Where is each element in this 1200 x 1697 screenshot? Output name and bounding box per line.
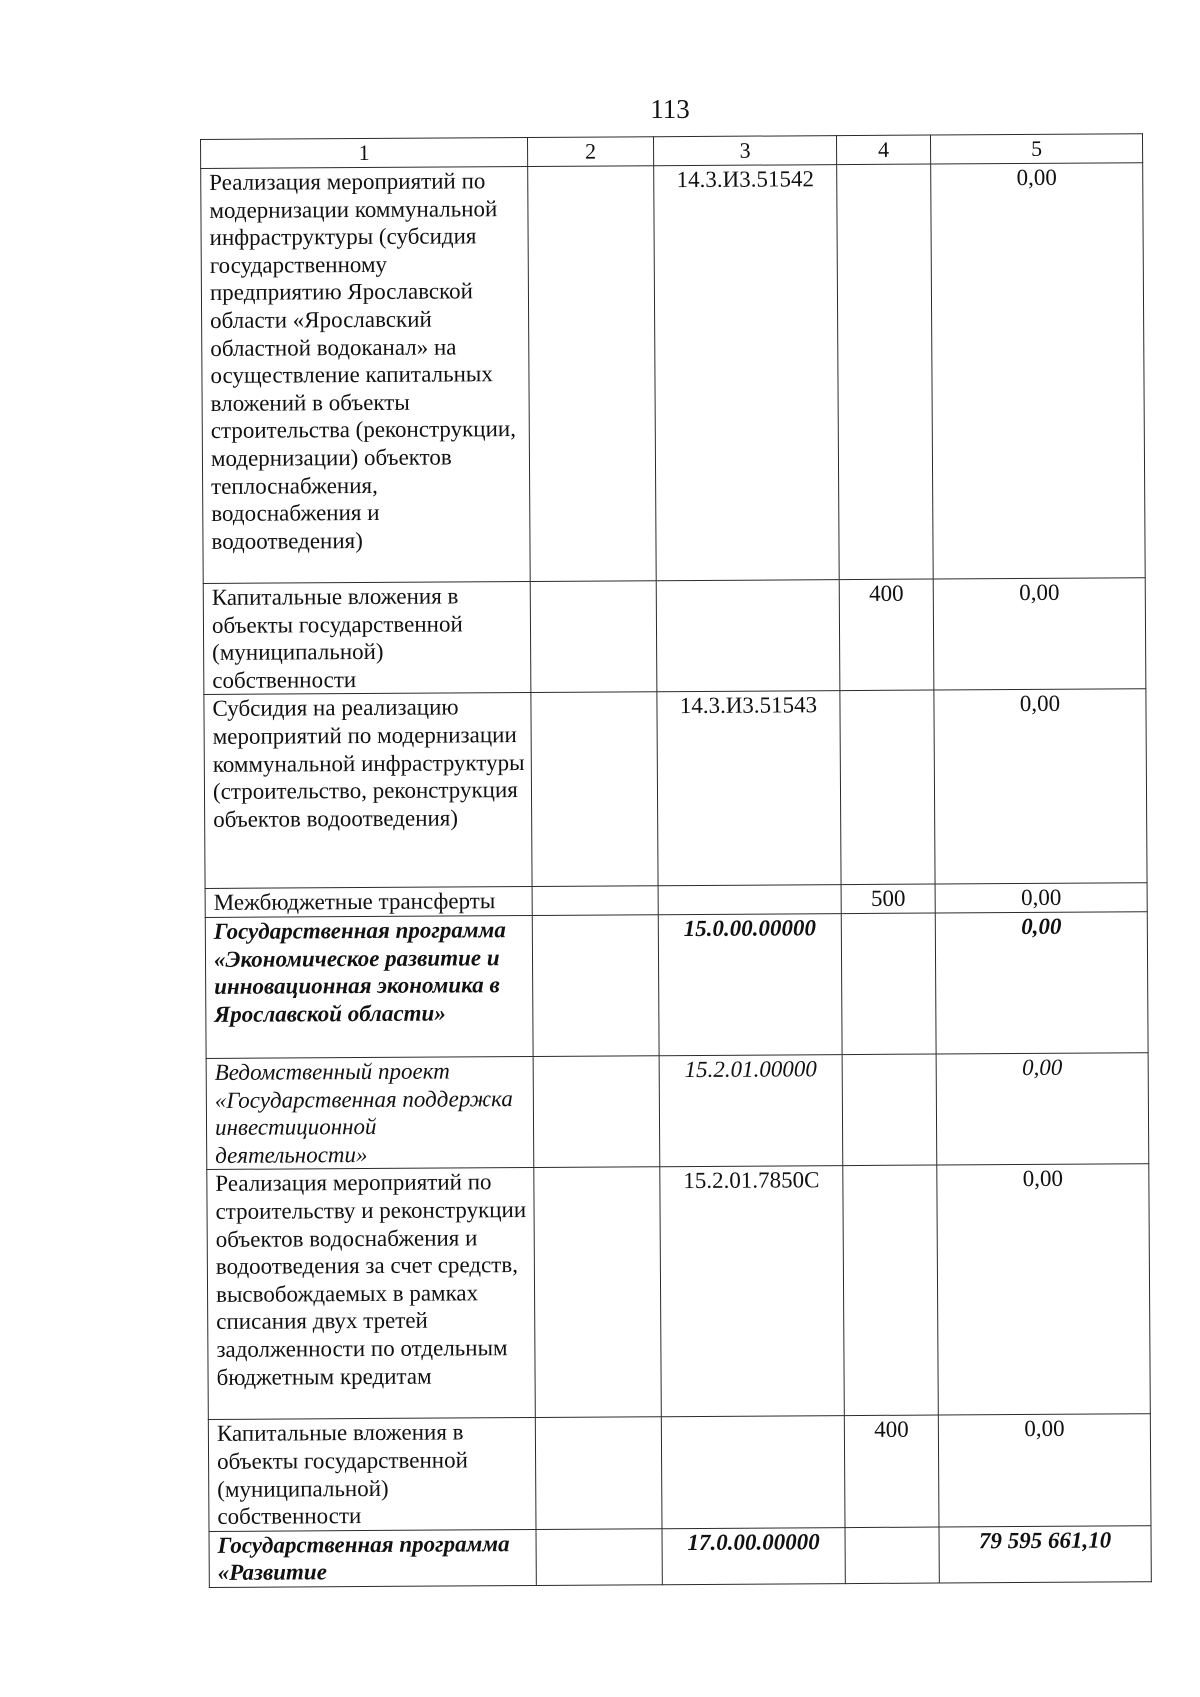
row-description: Межбюджетные трансферты [205,887,532,918]
row-description: Субсидия на реализацию мероприятий по модернизации коммунальной инфраструктуры (строительство, реконструкция объектов водоотведения) [204,693,532,889]
row-col2 [536,1528,662,1585]
budget-table [200,133,1152,1588]
table-row [201,163,1146,584]
row-description: Ведомственный проект «Государственная поддержка инвестиционной деятельности» [206,1056,534,1169]
row-col2 [534,1167,662,1418]
budget-table-wrapper [0,133,1200,1598]
row-type: 400 [839,579,934,691]
row-amount: 0,00 [933,578,1146,691]
row-col2 [533,1056,660,1168]
row-type [843,1165,939,1416]
row-type [837,164,934,580]
table-row [205,912,1148,1059]
row-type [845,1527,939,1584]
row-col2 [535,1417,662,1529]
row-code [661,1416,845,1528]
row-amount: 0,00 [938,1414,1151,1527]
row-code: 17.0.00.00000 [662,1527,845,1584]
row-code: 15.2.01.00000 [659,1055,843,1167]
row-col2 [531,692,658,887]
row-col2 [530,581,657,693]
row-col2 [532,886,658,915]
row-code: 14.3.И3.51543 [657,691,841,886]
row-code: 14.3.И3.51542 [654,165,840,581]
row-type [842,1054,937,1166]
row-col2 [528,166,657,582]
page-number: 113 [650,94,690,124]
header-col-2: 2 [527,137,653,167]
row-amount: 0,00 [931,163,1146,579]
row-type: 500 [841,884,935,913]
row-description: Капитальные вложения в объекты государственной (муниципальной) собственности [208,1418,536,1531]
row-type: 400 [844,1415,939,1527]
table-row [206,1053,1149,1170]
header-col-5: 5 [930,134,1142,164]
header-col-1: 1 [201,137,528,168]
row-amount: 79 595 661,10 [939,1525,1151,1582]
row-description: Государственная программа «Развитие [209,1529,536,1587]
row-type [840,690,935,885]
row-description: Реализация мероприятий по модернизации коммунальной инфраструктуры (субсидия государственному предприятию Ярославской области «Ярославский областной водоканал» на осуществление капитальных вложений в объекты строительства (реконструкции, модернизации) объектов теплоснабжения, водоснабжения и водоотведения) [201,166,531,583]
row-code [658,885,841,915]
row-type [841,913,936,1055]
row-amount: 0,00 [935,883,1147,913]
row-code [656,580,840,692]
header-col-3: 3 [653,136,836,166]
header-col-4: 4 [836,135,930,165]
row-description: Реализация мероприятий по строительству и реконструкции объектов водоснабжения и водоотведения за счет средств, высвобождаемых в рамках списания двух третей задолженности по отдельным бюджетным кредитам [207,1168,536,1420]
table-row [207,1164,1151,1420]
row-amount: 0,00 [935,912,1148,1054]
row-description: Капитальные вложения в объекты государственной (муниципальной) собственности [203,581,531,694]
table-row [204,689,1147,889]
table-row [208,1414,1151,1531]
row-col2 [532,915,659,1057]
row-code: 15.0.00.00000 [658,914,842,1056]
row-amount: 0,00 [936,1053,1149,1166]
table-row [203,578,1146,695]
row-code: 15.2.01.7850С [660,1166,845,1417]
row-amount: 0,00 [934,689,1147,884]
table-row [209,1525,1151,1587]
row-amount: 0,00 [937,1164,1151,1415]
row-description: Государственная программа «Экономическое развитие и инновационная экономика в Ярославской области» [205,915,533,1058]
